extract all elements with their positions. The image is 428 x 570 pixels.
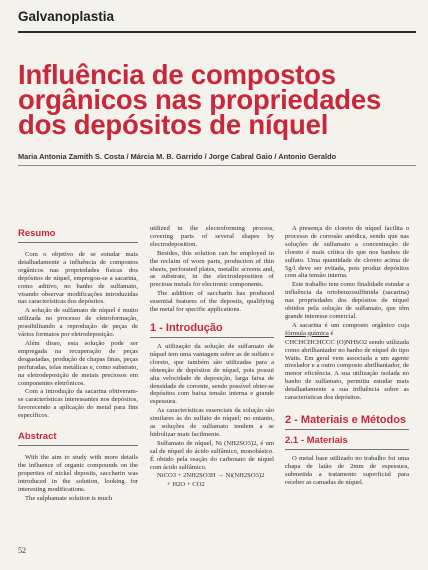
paragraph: Este trabalho tem como finalidade estudar a influência da ortobenzosulfimida (sacarina) nas propriedades dos depósitos de níquel obtidos pela solução de sulfamato, que têm grande interesse comercial. xyxy=(285,281,409,320)
paragraph: The sulphamate solution is much xyxy=(25,494,113,502)
paragraph: Sulfamato de níquel, Ni (NH2SO3)2, é um sal de níquel do ácido sulfâmico, monobásico. É obtido pela reação do carbonato de níquel com ácido sulfâmico. xyxy=(150,439,274,471)
chemical-equation: NiCO3 + 2NH2SO3H → Ni(NH2SO3)2 xyxy=(157,472,265,480)
paragraph: Besides, this solution can be employed in the reclaim of worn parts, production of thin sheets, perforated plates, metallic screens and, as substrate, in the electrodeposition of precious metals for electronic components. xyxy=(150,249,274,289)
title-line: Influência de compostos xyxy=(18,59,336,90)
title-line: dos depósitos de níquel xyxy=(18,109,329,140)
heading-rule xyxy=(150,337,274,338)
materials-heading: 2.1 - Materiais xyxy=(285,434,348,446)
column-2 xyxy=(150,225,274,489)
paragraph: O metal base utilizado no trabalho foi uma chapa de latão de 2mm de espessura, submetida a tratamento superficial para receber as camadas de níquel. xyxy=(285,454,409,486)
article-title xyxy=(18,59,418,140)
chemical-equation-cont: + H2O + CO2 xyxy=(167,481,205,489)
abstract-heading: Abstract xyxy=(18,431,57,443)
heading-rule xyxy=(18,445,138,446)
paragraph: A solução de sulfamato de níquel é muito utilizada no processo de eletroformação, possibilitando a reprodução de peças de vários formatos por eletrodeposição. xyxy=(18,307,138,339)
section-label: Galvanoplastia xyxy=(18,9,115,24)
paragraph: A utilização da solução de sulfamato de níquel tem uma vantagem sobre as de sulfato e cloreto, que também são utilizadas para a obtenção de depósitos de níquel, pois possui alta velocidade de deposição, larga faixa de densidade de corrente, sendo possível obter-se depósitos com baixa tensão interna e grande espessura. xyxy=(150,342,274,406)
author-divider xyxy=(18,165,416,166)
paragraph: Com a introdução da sacarina obtiveram-se características interessantes nos depósitos, favorecendo a aplicação do metal para fins específicos. xyxy=(18,388,138,420)
heading-rule xyxy=(18,242,138,243)
title-line: orgânicos nas propriedades xyxy=(18,84,382,115)
page-number: 52 xyxy=(18,546,26,555)
inline-text: é xyxy=(330,329,334,337)
header-divider xyxy=(18,31,416,33)
paragraph xyxy=(285,322,409,338)
resumo-heading: Resumo xyxy=(18,228,56,239)
heading-rule xyxy=(285,429,409,430)
methods-heading: 2 - Materiais e Métodos xyxy=(285,413,407,426)
paragraph: utilized in the electroforming process, covering parts of several shapes by electrodeposition. xyxy=(150,225,274,248)
paragraph: With the aim to study with more details the influence of organic compounds on the properties of nickel deposits, saccharin was introduced in the solution, looking for interesting modifications. xyxy=(18,454,138,493)
inline-text: A sacarina é um composto orgânico cuja xyxy=(292,321,409,329)
paragraph: CHCHCHCHCCC (O)NHSO2 sendo utilizada como abrilhantador no banho de níquel do tipo Watts. Em geral vem associada a um agente nivelador e a outro composto abrilhantador, de menor eficiência. A sua utilização isolada no banho de sulfamato, permitiu estudar mais detalhadamente a sua influência sobre as características dos depósitos. xyxy=(285,338,409,402)
inline-text: fórmula xyxy=(285,329,306,337)
column-3 xyxy=(285,225,409,487)
paragraph: As características essenciais da solução são similares às do sulfato de níquel; no entanto, as soluções de sulfamato tendem a se hidrolizar mais facilmente. xyxy=(150,407,274,438)
column-1 xyxy=(18,228,138,502)
paragraph: Além disso, esta solução pode ser empregada na recuperação de peças desgastadas, produção de chapas finas, peças perfuradas, telas metálicas e, como substrato, na eletrodeposição de metais preciosos em componentes eletrônicos. xyxy=(18,339,138,387)
paragraph: A presença do cloreto de níquel facilita o processo de corrosão anódica, sendo que nas soluções de sulfamato a concentração de cloreto é mais crítica do que nos banhos de sulfato. Uma quantidade de cloreto acima de 5g/l deve ser evitada, pois produz depósitos com alta tensão interna. xyxy=(285,225,409,280)
author-line: Maria Antonia Zamith S. Costa / Márcia M. B. Garrido / Jorge Cabral Gaio / Antonio Geraldo xyxy=(18,152,337,161)
introducao-heading: 1 - Introdução xyxy=(150,321,223,334)
inline-text: química xyxy=(307,329,329,337)
paragraph: Com o objetivo de se estudar mais detalhadamente a influência de compostos orgânicos nas propriedades físicas dos depósitos de níquel, empregou-se a sacarina, como aditivo, no banho de sulfamato, visando observar modificações introduzidas nas características dos depósitos. xyxy=(18,251,138,306)
heading-rule xyxy=(285,449,409,450)
paragraph: The addition of saccharin has produced essential features of the deposits, qualifying the metal for specific applications. xyxy=(150,290,274,314)
